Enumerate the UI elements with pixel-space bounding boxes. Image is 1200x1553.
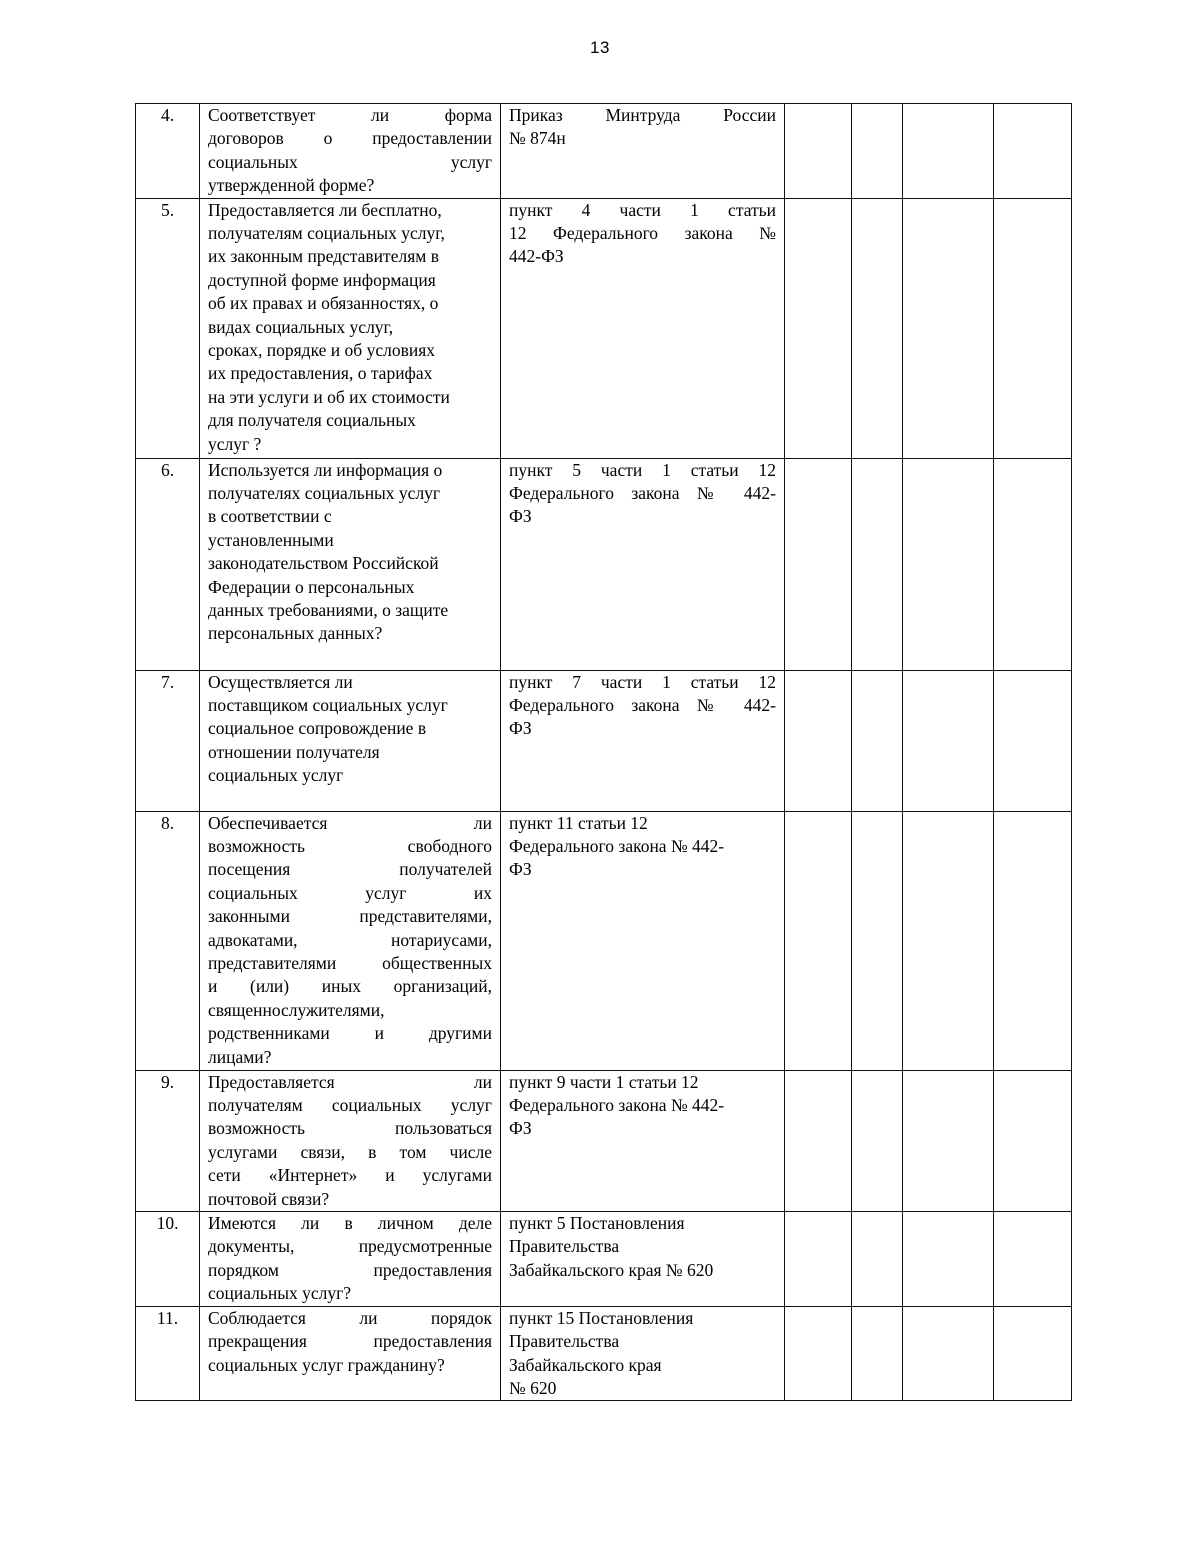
question-line: персональных данных?	[208, 623, 383, 644]
question-line: на эти услуги и об их стоимости	[208, 386, 450, 407]
reference-line: ФЗ	[509, 859, 532, 880]
row-number: 9.	[136, 1070, 200, 1211]
question-line: договоров о предоставлении	[208, 128, 492, 149]
question-line: лицами?	[208, 1046, 272, 1067]
reference-line: Забайкальского края № 620	[509, 1259, 714, 1280]
empty-cell	[852, 1070, 903, 1211]
empty-cell	[852, 104, 903, 199]
table-row	[136, 458, 1072, 670]
reference-line: Федерального закона № 442-	[509, 695, 776, 716]
empty-cell	[785, 458, 852, 670]
question-line: их предоставления, о тарифах	[208, 363, 433, 384]
empty-cell	[903, 198, 994, 458]
reference-line: пункт 7 части 1 статьи 12	[509, 671, 776, 692]
row-number: 11.	[136, 1306, 200, 1401]
empty-cell	[852, 458, 903, 670]
question-cell	[200, 811, 501, 1070]
question-line: Соблюдается ли порядок	[208, 1307, 492, 1328]
question-cell	[200, 1070, 501, 1211]
reference-line: № 620	[509, 1377, 557, 1398]
reference-line: ФЗ	[509, 1118, 532, 1139]
question-line: отношении получателя	[208, 741, 380, 762]
question-line: доступной форме информация	[208, 269, 436, 290]
question-line: услугами связи, в том числе	[208, 1141, 492, 1162]
reference-cell	[501, 104, 785, 199]
reference-line: Правительства	[509, 1331, 620, 1352]
empty-cell	[785, 1306, 852, 1401]
reference-line: пункт 9 части 1 статьи 12	[509, 1071, 699, 1092]
question-line: Имеются ли в личном деле	[208, 1213, 492, 1234]
empty-cell	[994, 198, 1072, 458]
table-row	[136, 670, 1072, 811]
row-number: 10.	[136, 1212, 200, 1307]
reference-cell	[501, 670, 785, 811]
reference-line: пункт 11 статьи 12	[509, 812, 648, 833]
question-line: возможность свободного	[208, 836, 492, 857]
empty-cell	[852, 1212, 903, 1307]
question-line: сроках, порядке и об условиях	[208, 340, 435, 361]
row-number: 4.	[136, 104, 200, 199]
question-line: Обеспечивается ли	[208, 812, 492, 833]
row-number: 7.	[136, 670, 200, 811]
question-cell	[200, 670, 501, 811]
question-line: и (или) иных организаций,	[208, 976, 492, 997]
table-row	[136, 198, 1072, 458]
question-line: посещения получателей	[208, 859, 492, 880]
empty-cell	[994, 811, 1072, 1070]
question-line: социальное сопровождение в	[208, 718, 427, 739]
empty-cell	[903, 1070, 994, 1211]
question-line: прекращения предоставления	[208, 1331, 492, 1352]
question-line: социальных услуг?	[208, 1283, 352, 1304]
reference-line: Правительства	[509, 1236, 620, 1257]
question-line: видах социальных услуг,	[208, 316, 394, 337]
reference-line: ФЗ	[509, 506, 532, 527]
reference-cell	[501, 458, 785, 670]
question-line: адвокатами, нотариусами,	[208, 929, 492, 950]
reference-line: 442-ФЗ	[509, 246, 564, 267]
question-cell	[200, 458, 501, 670]
question-line: услуг ?	[208, 433, 262, 454]
empty-cell	[994, 1306, 1072, 1401]
reference-line: ФЗ	[509, 718, 532, 739]
page-number: 13	[590, 38, 610, 57]
question-line: в соответствии с	[208, 506, 332, 527]
question-line: данных требованиями, о защите	[208, 600, 449, 621]
reference-line: Приказ Минтруда России	[509, 105, 776, 125]
reference-line: 12 Федерального закона №	[509, 223, 776, 244]
reference-line: пункт 15 Постановления	[509, 1307, 694, 1328]
table-row	[136, 104, 1072, 199]
question-line: Соответствует ли форма	[208, 105, 492, 125]
question-line: для получателя социальных	[208, 410, 416, 431]
reference-cell	[501, 1212, 785, 1307]
question-cell	[200, 1306, 501, 1401]
empty-cell	[785, 1212, 852, 1307]
empty-cell	[852, 198, 903, 458]
row-number: 5.	[136, 198, 200, 458]
empty-cell	[903, 1306, 994, 1401]
question-line: законодательством Российской	[208, 553, 439, 574]
empty-cell	[994, 104, 1072, 199]
empty-cell	[903, 670, 994, 811]
reference-line: пункт 5 Постановления	[509, 1213, 685, 1234]
empty-cell	[852, 1306, 903, 1401]
question-line: представителями общественных	[208, 953, 492, 974]
question-line: священнослужителями,	[208, 999, 385, 1020]
empty-cell	[903, 458, 994, 670]
question-line: их законным представителям в	[208, 246, 439, 267]
row-number: 8.	[136, 811, 200, 1070]
reference-line: пункт 5 части 1 статьи 12	[509, 459, 776, 480]
table-row	[136, 811, 1072, 1070]
reference-line: № 874н	[509, 128, 566, 149]
reference-line: Федерального закона № 442-	[509, 1095, 725, 1116]
question-line: Предоставляется ли бесплатно,	[208, 199, 442, 220]
row-number: 6.	[136, 458, 200, 670]
question-line: социальных услуг	[208, 765, 344, 786]
question-line: почтовой связи?	[208, 1188, 330, 1209]
empty-cell	[903, 104, 994, 199]
question-line: Используется ли информация о	[208, 459, 443, 480]
reference-cell	[501, 1306, 785, 1401]
checklist-table	[135, 103, 1072, 1401]
reference-cell	[501, 198, 785, 458]
table-row	[136, 1070, 1072, 1211]
question-line: утвержденной форме?	[208, 175, 375, 196]
question-line: законными представителями,	[208, 906, 492, 927]
question-line: социальных услуг их	[208, 882, 492, 903]
question-line: об их правах и обязанностях, о	[208, 293, 439, 314]
question-cell	[200, 104, 501, 199]
question-line: получателям социальных услуг,	[208, 223, 445, 244]
question-cell	[200, 198, 501, 458]
empty-cell	[785, 670, 852, 811]
question-line: Предоставляется ли	[208, 1071, 492, 1092]
reference-cell	[501, 1070, 785, 1211]
question-cell	[200, 1212, 501, 1307]
empty-cell	[785, 811, 852, 1070]
table-row	[136, 1212, 1072, 1307]
empty-cell	[994, 1212, 1072, 1307]
question-line: социальных услуг	[208, 151, 492, 172]
reference-line: Федерального закона № 442-	[509, 836, 725, 857]
question-line: сети «Интернет» и услугами	[208, 1165, 492, 1186]
table-row	[136, 1306, 1072, 1401]
reference-line: пункт 4 части 1 статьи	[509, 199, 776, 220]
empty-cell	[994, 1070, 1072, 1211]
empty-cell	[994, 670, 1072, 811]
question-line: порядком предоставления	[208, 1259, 492, 1280]
empty-cell	[785, 198, 852, 458]
question-line: получателях социальных услуг	[208, 483, 441, 504]
question-line: социальных услуг гражданину?	[208, 1354, 445, 1375]
question-line: Федерации о персональных	[208, 576, 415, 597]
reference-line: Федерального закона № 442-	[509, 483, 776, 504]
reference-line: Забайкальского края	[509, 1354, 662, 1375]
empty-cell	[785, 104, 852, 199]
question-line: получателям социальных услуг	[208, 1095, 492, 1116]
empty-cell	[903, 1212, 994, 1307]
question-line: родственниками и другими	[208, 1023, 492, 1044]
question-line: возможность пользоваться	[208, 1118, 492, 1139]
empty-cell	[852, 811, 903, 1070]
question-line: установленными	[208, 529, 334, 550]
question-line: документы, предусмотренные	[208, 1236, 492, 1257]
empty-cell	[785, 1070, 852, 1211]
empty-cell	[903, 811, 994, 1070]
empty-cell	[852, 670, 903, 811]
reference-cell	[501, 811, 785, 1070]
question-line: поставщиком социальных услуг	[208, 695, 448, 716]
question-line: Осуществляется ли	[208, 671, 353, 692]
empty-cell	[994, 458, 1072, 670]
